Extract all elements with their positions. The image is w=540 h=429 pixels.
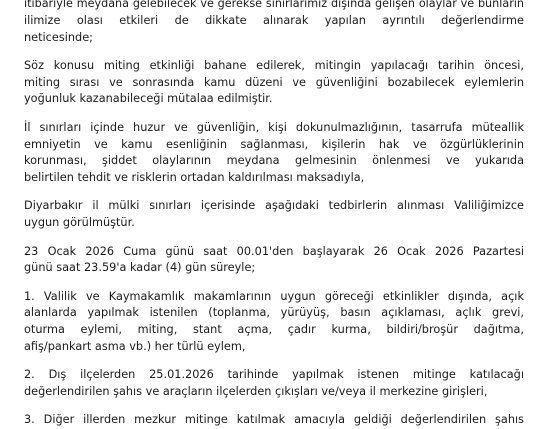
text-line: belirtilen tehdit ve risklerin ortadan kaldırılması maksadıyla, [24,171,365,185]
text-line: Diyarbakır il mülki sınırları içerisinde aşağıdaki tedbirlerin alınması Valiliğimizce [24,199,524,213]
text-line: afiş/pankart asma vb.) her türlü eylem, [24,340,246,354]
text-line: ilimize olası etkileri de dikkate alınarak yapılan ayrıntılı değerlendirme [24,13,524,27]
text-line: neticesinde; [24,30,93,44]
paragraph-purpose [24,120,524,187]
paragraph-gap [0,232,540,244]
text-line: yoğunluk kazanabileceği mütalaa edilmiştir. [24,92,273,106]
text-line: uygun görülmüştür. [24,216,135,230]
text-line: emniyetin ve kamu esenliğinin sağlanması, kişilerin hak ve özgürlüklerinin [24,137,524,151]
paragraph-intro [24,0,524,46]
list-item-3 [24,412,524,429]
text-line: Söz konusu miting etkinliği bahane edilerek, mitingin yapılacağı tarihin öncesi, [24,58,524,72]
paragraph-gap [0,187,540,199]
paragraph-duration [24,244,524,278]
paragraph-gap [0,401,540,413]
text-line: değerlendirilen şahıs ve araçların ilçelerden çıkışları ve/veya il merkezine girişleri, [24,385,488,399]
paragraph-evaluation [24,58,524,108]
text-line: İl sınırları içinde huzur ve güvenliğin, kişi dokunulmazlığının, tasarrufa müteallik [24,120,524,134]
text-line: 2. Dış ilçelerden 25.01.2026 tarihinde yapılmak istenen mitinge katılacağı [24,368,524,382]
text-line: alanlarda yapılmak istenilen (toplanma, yürüyüş, basın açıklaması, açlık grevi, [24,306,524,320]
paragraph-gap [0,356,540,368]
text-line: 3. Diğer illerden mezkur mitinge katılmak amacıyla geldiği değerlendirilen şahıs [24,413,524,427]
list-item-1 [24,289,524,356]
text-line: itibariyle meydana gelebilecek ve gerekse sınırlarımız dışında gelişen olaylar ve bunların [24,0,524,10]
paragraph-gap [0,46,540,58]
text-line: günü saat 23.59'a kadar (4) gün süreyle; [24,261,256,275]
text-line: 23 Ocak 2026 Cuma günü saat 00.01'den başlayarak 26 Ocak 2026 Pazartesi [24,244,524,258]
paragraph-gap [0,277,540,289]
text-line: korunması, şiddet olaylarının meydana gelmesinin önlenmesi ve yukarıda [24,154,524,168]
list-item-2 [24,367,524,401]
text-line: oturma eylemi, miting, stant açma, çadır kurma, bildiri/broşür dağıtma, [24,323,524,337]
text-line: miting sırası ve sonrasında kamu düzeni ve güvenliğini bozabilecek eylemlerin [24,75,524,89]
paragraph-decision [24,198,524,232]
text-line: 1. Valilik ve Kaymakamlık makamlarının uygun göreceği etkinlikler dışında, açık [24,289,524,303]
paragraph-gap [0,108,540,120]
